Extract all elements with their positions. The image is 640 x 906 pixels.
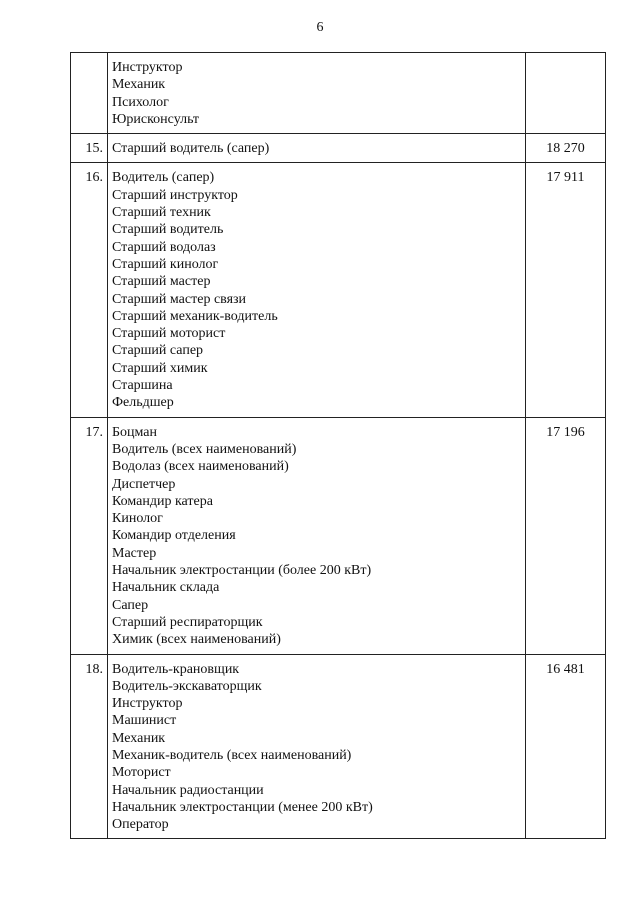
position-title: Диспетчер: [112, 476, 176, 492]
positions-salary-table: [70, 52, 606, 839]
row-number: 17.: [71, 417, 108, 654]
position-title: Инструктор: [112, 60, 183, 75]
position-title: Боцман: [112, 424, 158, 440]
salary-amount: 18 270: [526, 134, 606, 163]
row-number: 16.: [71, 163, 108, 417]
position-title: Водитель-крановщик: [112, 661, 240, 677]
position-title: Старший инструктор: [112, 187, 238, 203]
position-title: Старший механик-водитель: [112, 308, 278, 324]
position-title: Психолог: [112, 94, 169, 110]
position-title: Водитель (сапер): [112, 170, 215, 186]
position-title: Водолаз (всех наименований): [112, 459, 289, 475]
position-title: Старший химик: [112, 360, 208, 376]
page-number: 6: [316, 20, 324, 35]
position-title: Начальник электростанции (менее 200 кВт): [112, 799, 373, 815]
salary-amount: 17 196: [526, 417, 606, 654]
position-title: Кинолог: [112, 511, 163, 527]
position-title: Инструктор: [112, 696, 183, 712]
position-title: Старший водолаз: [112, 239, 216, 255]
position-title: Старший мастер: [112, 274, 211, 290]
position-title: Старший техник: [112, 205, 211, 221]
position-title: Оператор: [112, 817, 169, 833]
position-title: Командир отделения: [112, 528, 236, 544]
position-title: Старший моторист: [112, 326, 226, 342]
position-title: Старший сапер: [112, 343, 204, 359]
row-number: 18.: [71, 654, 108, 839]
position-title: Старший кинолог: [112, 256, 219, 272]
salary-amount: 16 481: [526, 654, 606, 839]
position-title: Начальник электростанции (более 200 кВт): [112, 563, 372, 579]
row-number: [71, 53, 108, 134]
position-title: Машинист: [112, 713, 177, 729]
position-titles-cell: [108, 134, 526, 163]
position-title: Мастер: [112, 545, 157, 561]
table-row: [71, 53, 606, 134]
table-row: [71, 654, 606, 839]
position-title: Начальник склада: [112, 580, 220, 596]
position-title: Командир катера: [112, 493, 213, 509]
position-title: Водитель-экскаваторщик: [112, 678, 262, 694]
position-title: Моторист: [112, 765, 171, 781]
position-title: Старшина: [112, 378, 173, 394]
position-title: Старший водитель (сапер): [112, 141, 270, 157]
position-titles-cell: [108, 163, 526, 417]
salary-amount: 17 911: [526, 163, 606, 417]
position-title: Механик: [112, 730, 166, 746]
table-row: [71, 134, 606, 163]
position-title: Водитель (всех наименований): [112, 441, 297, 457]
position-title: Юрисконсульт: [112, 111, 200, 127]
position-title: Старший мастер связи: [112, 291, 247, 307]
position-title: Фельдшер: [112, 395, 174, 411]
position-title: Начальник радиостанции: [112, 782, 264, 798]
salary-amount: [526, 53, 606, 134]
position-titles-cell: [108, 654, 526, 839]
position-title: Механик-водитель (всех наименований): [112, 747, 352, 763]
position-title: Сапер: [112, 597, 149, 613]
table-row: [71, 163, 606, 417]
position-title: Механик: [112, 77, 166, 93]
position-title: Старший респираторщик: [112, 614, 263, 630]
position-titles-cell: [108, 53, 526, 134]
position-titles-cell: [108, 417, 526, 654]
position-title: Старший водитель: [112, 222, 224, 238]
position-title: Химик (всех наименований): [112, 632, 281, 648]
row-number: 15.: [71, 134, 108, 163]
table-body: [71, 53, 606, 839]
table-row: [71, 417, 606, 654]
